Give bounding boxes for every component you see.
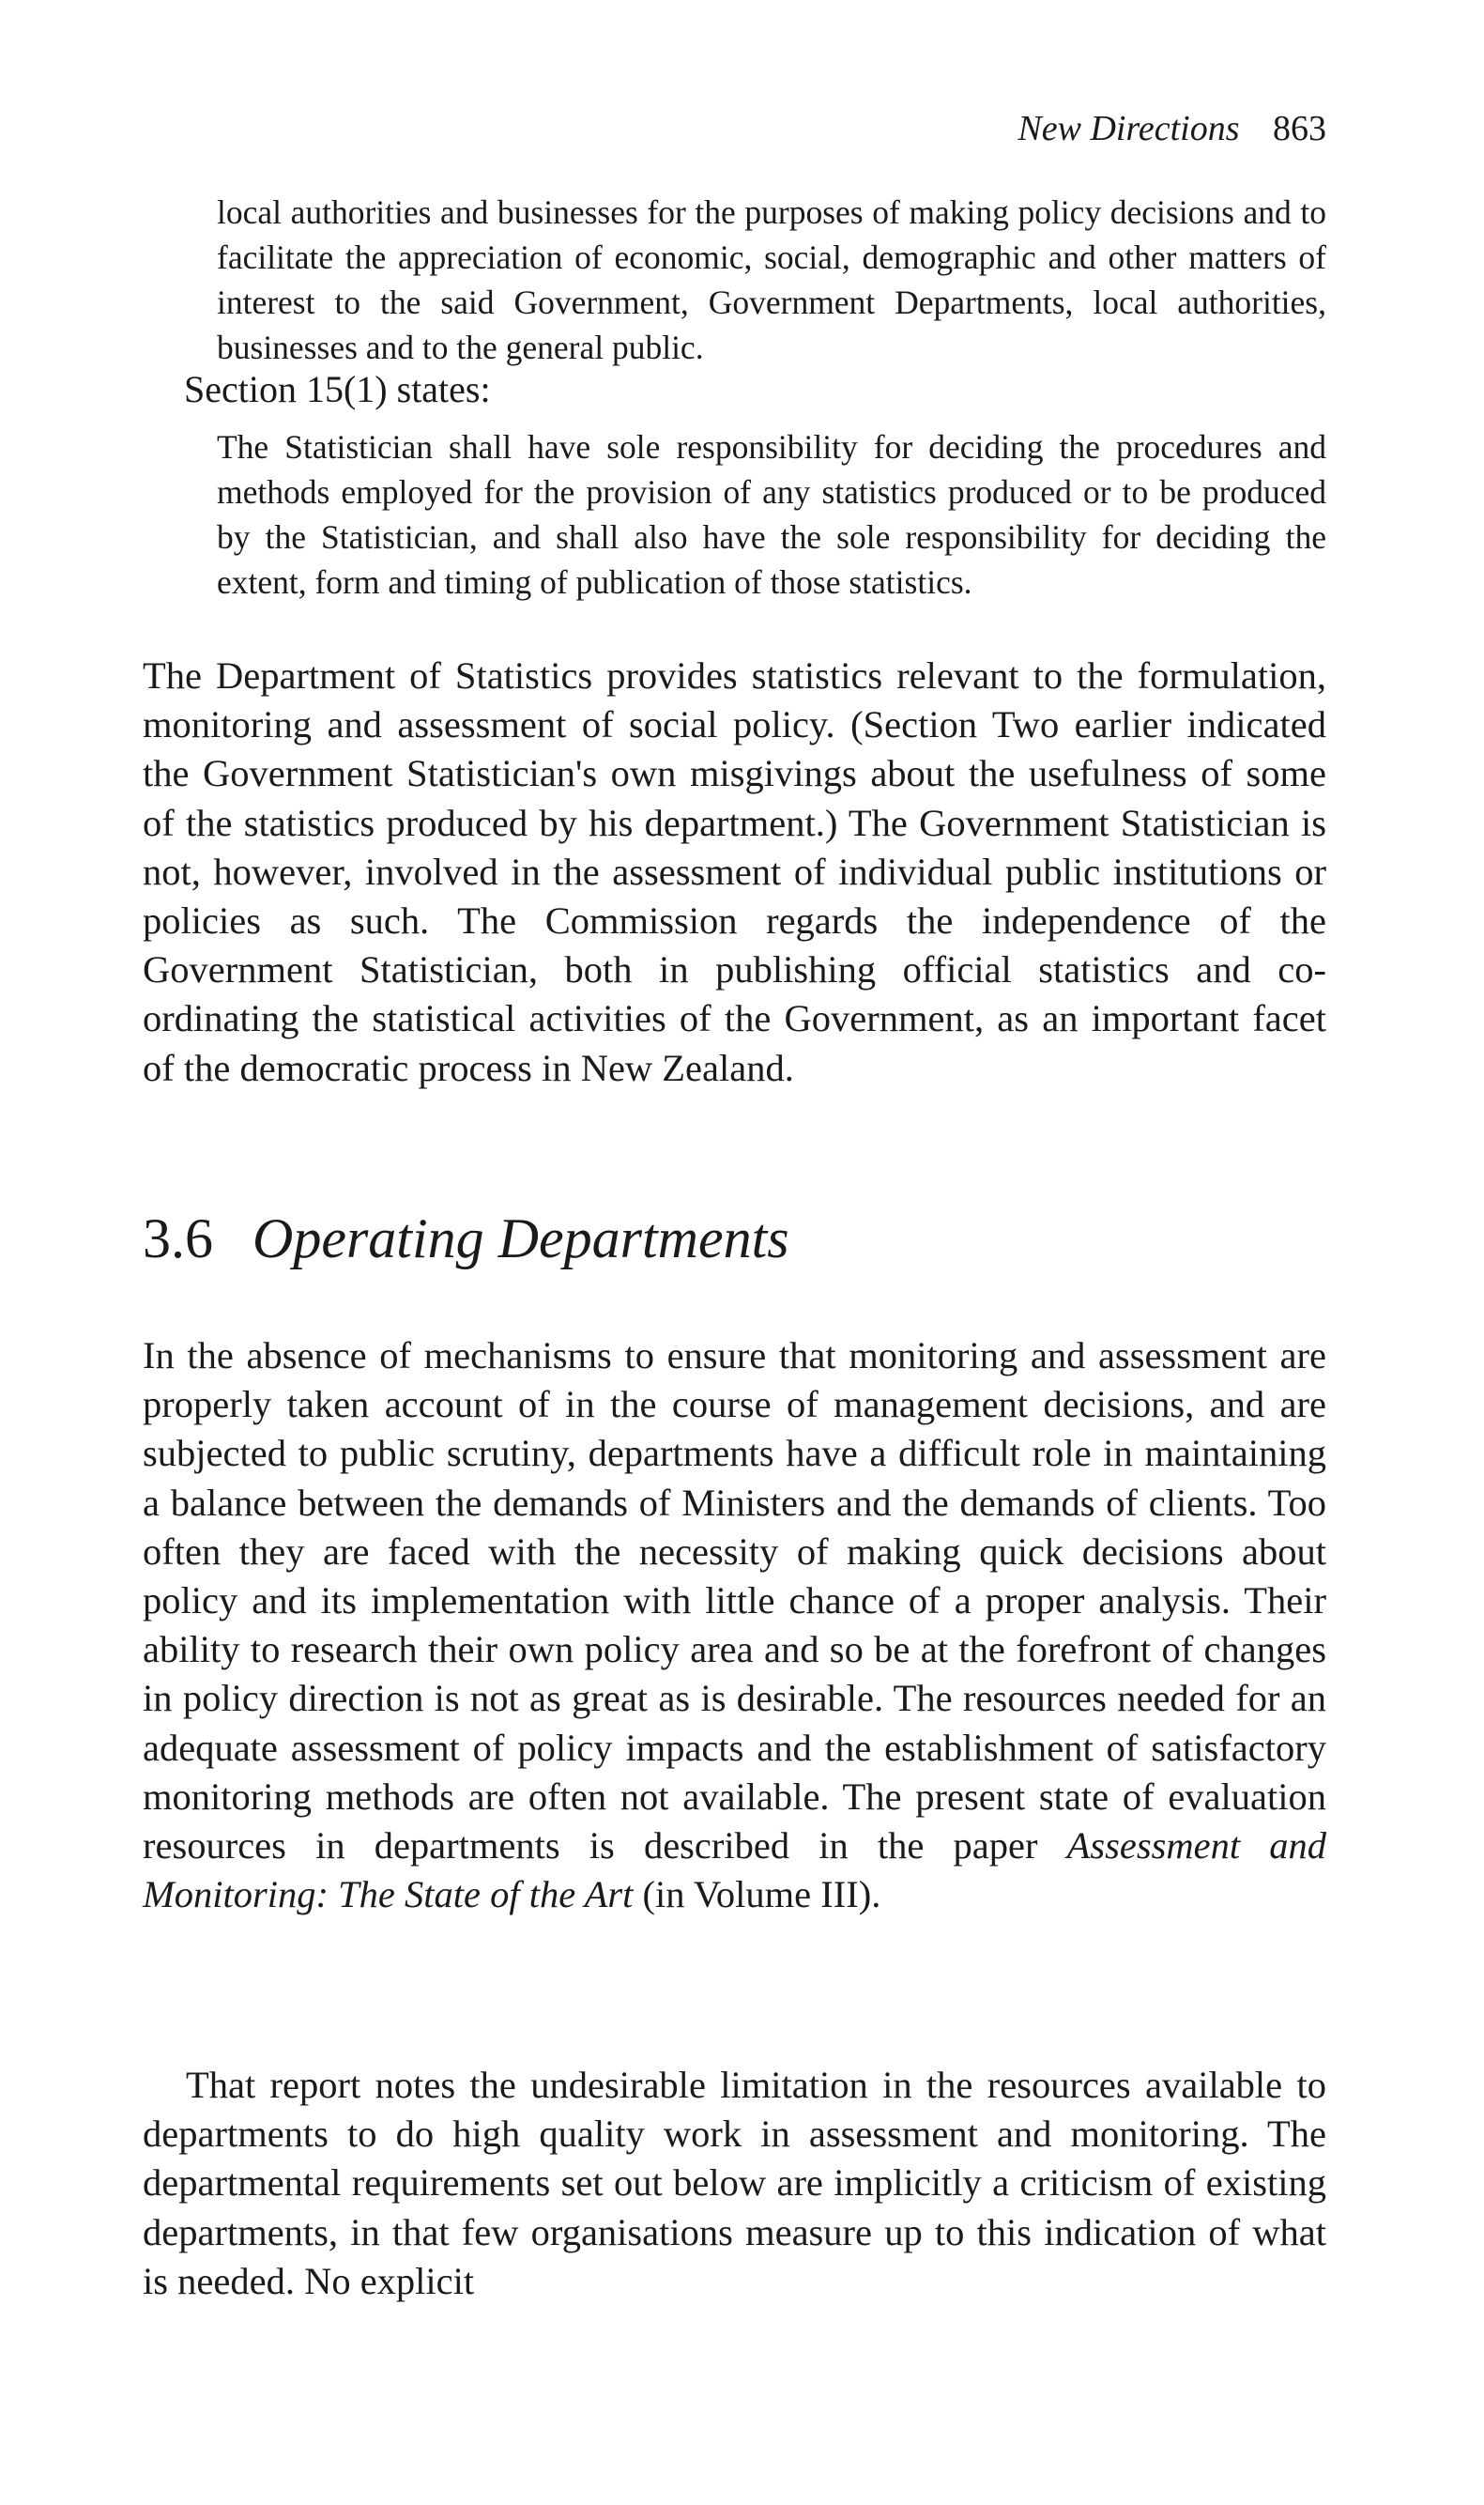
paragraph-report-notes: That report notes the undesirable limitation in the resources available to departments to do high quality work in assessment and monitoring. The departmental requirements set out below are implicitly a criticism of existing departments, in that few organisations measure up to this indication of what is needed. No explicit — [143, 2064, 1326, 2302]
block-quote-section-15: The Statistician shall have sole responsibility for deciding the procedures and methods employed for the provision of any statistics produced or to be produced by the Statistician, and shall also have the sole responsibility for deciding the extent, form and timing of publication of those statistics. — [217, 428, 1326, 601]
referenced-paper-title: Assessment and Monitoring: The State of the Art — [143, 1824, 1326, 1916]
section-15-intro: Section 15(1) states: — [184, 368, 491, 410]
section-number: 3.6 — [143, 1207, 213, 1269]
section-title: Operating Departments — [252, 1207, 789, 1269]
paragraph-department-of-statistics: The Department of Statistics provides statistics relevant to the formulation, monitoring and assessment of social policy. (Section Two earlier indicated the Government Statistician's own misgivings about the usefulness of some of the statistics produced by his department.) The Government Statistician is not, however, involved in the assessment of individual public institutions or policies as such. The Commission regards the independence of the Government Statistician, both in publishing official statistics and co-ordinating the statistical activities of the Government, as an important facet of the democratic process in New Zealand. — [143, 654, 1326, 1089]
paragraph-operating-departments — [143, 1331, 1326, 1919]
page-number: 863 — [1273, 109, 1326, 148]
paragraph-text-before-title: In the absence of mechanisms to ensure that monitoring and assessment are properly taken account of in the course of management decisions, and are subjected to public scrutiny, departments have a difficult role in maintaining a balance between the demands of Ministers and the demands of clients. Too often they are faced with the necessity of making quick decisions about policy and its implementation with little chance of a proper analysis. Their ability to research their own policy area and so be at the forefront of changes in policy direction is not as great as is desirable. The resources needed for an adequate assessment of policy impacts and the establishment of satisfactory monitoring methods are often not available. The present state of evaluation resources in departments is described in the paper — [143, 1334, 1326, 1867]
running-head-title: New Directions — [1017, 109, 1240, 148]
section-heading — [143, 1205, 789, 1272]
running-head — [1017, 105, 1326, 152]
block-quote-purpose: local authorities and businesses for the purposes of making policy decisions and to facilitate the appreciation of economic, social, demographic and other matters of interest to the said Government, Government Departments, local authorities, businesses and to the general public. — [217, 193, 1326, 366]
paragraph-text-after-title: (in Volume III). — [633, 1873, 881, 1916]
